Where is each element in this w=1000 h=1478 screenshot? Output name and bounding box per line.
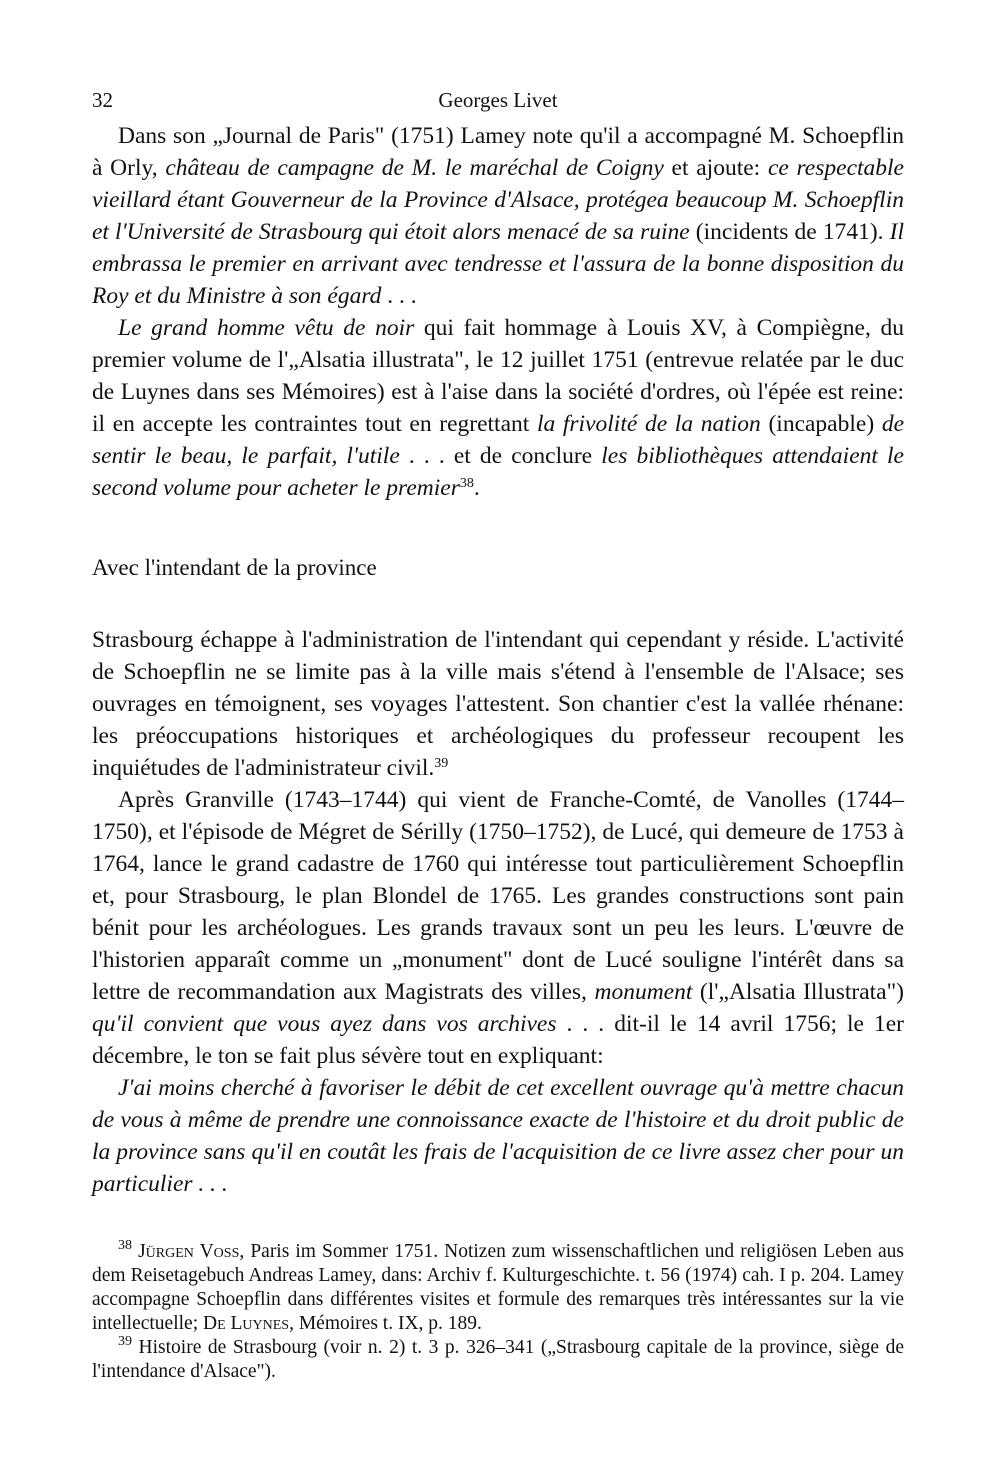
text-run: (l'„Alsatia Illustrata") [692,979,904,1005]
text-run: (incapable) [760,411,882,437]
italic-run: de sentir le beau, le parfait, l'utile [92,411,904,469]
text-run: , Paris im Sommer 1751. Notizen zum wissenschaftlichen und religiösen Leben aus dem Reisetagebuch Andreas Lamey, dans: Archiv f. Kulturgeschichte. t. 56 (1974) cah. I p. 204. Lamey accompagne Schoepflin dans différentes visites et formule des remarques très intéressantes sur la vie intellectuelle; [92,1241,904,1334]
running-title: Georges Livet [438,88,558,112]
text-run: . [473,475,480,501]
paragraph [92,624,904,784]
page-header [92,80,904,120]
footnote-39 [92,1336,904,1384]
page-number: 32 [92,88,113,112]
footnote-ref-38[interactable]: 38 [459,476,474,491]
paragraph [92,312,904,504]
body-text [92,120,904,1200]
paragraph [92,120,904,312]
italic-run: monument [594,979,693,1005]
italic-run: les bibliothèques attendaient le second volume pour acheter le premier [92,443,904,501]
text-run: et ajoute: [663,155,768,181]
paragraph [92,784,904,1072]
text-run: . . . [381,283,417,309]
footnote-ref-39[interactable]: 39 [434,756,449,771]
text-run: qui fait hommage à Louis XV, à Compiègne, du premier volume de l'„Alsatia illustrata", le 12 juillet 1751 (entrevue relatée par le duc de Luynes dans ses Mémoires) est à l'aise dans la société d'ordres, où l'épée est reine: il en accepte les contraintes tout en regrettant [92,315,904,437]
text-run: Après Granville (1743–1744) qui vient de Franche-Comté, de Vanolles (1744–1750), et l'épisode de Mégret de Sérilly (1750–1752), de Lucé, qui demeure de 1753 à 1764, lance le grand cadastre de 1760 qui intéresse tout particulièrement Schoepflin et, pour Strasbourg, le plan Blondel de 1765. Les grandes constructions sont pain bénit pour les archéologues. Les grands travaux sont un peu les leurs. L'œuvre de l'historien apparaît comme un „monument" dont de Lucé souligne l'intérêt dans sa lettre de recommandation aux Magistrats des villes, [92,787,904,1005]
footnote-number: 38 [118,1238,132,1253]
text-run: Strasbourg échappe à l'administration de l'intendant qui cependant y réside. L'activité de Schoepflin ne se limite pas à la ville mais s'étend à l'ensemble de l'Alsace; ses ouvrages en témoignent, ses voyages l'attestent. Son chantier c'est la vallée rhénane: les préoccupations historiques et archéologiques du professeur recoupent les inquiétudes de l'administrateur civil. [92,627,904,781]
italic-run: ce respectable vieillard étant Gouverneur de la Province d'Alsace, protégea beaucoup M. Schoepflin et l'Université de Strasbourg qui étoit alors menacé de sa ruine [92,155,904,245]
text-run: , Mémoires t. IX, p. 189. [289,1313,482,1334]
italic-run: la frivolité de la nation [536,411,761,437]
italic-run: château de campagne de M. le maréchal de Coigny [165,155,664,181]
footnote-author: De Luynes [203,1313,290,1334]
footnote-author: Jürgen Voss [138,1241,240,1262]
text-run: . . . dit-il le 14 avril 1756; le 1er décembre, le ton se fait plus sévère tout en expliquant: [92,1011,904,1069]
text-run: (incidents de 1741). [689,219,890,245]
section-heading: Avec l'intendant de la province [92,555,377,580]
document-page [92,80,904,1384]
footnotes [92,1240,904,1384]
footnote-38 [92,1240,904,1336]
footnote-number: 39 [118,1334,132,1349]
block-quote: J'ai moins cherché à favoriser le débit de cet excellent ouvrage qu'à mettre chacun de vous à même de prendre une connoissance exacte de l'histoire et du droit public de la province sans qu'il en coutât les frais de l'acquisition de ce livre assez cher pour un particulier . . . [92,1075,904,1197]
italic-run: Le grand homme vêtu de noir [118,315,415,341]
text-run: . . . et de conclure [399,443,602,469]
italic-run: Il embrassa le premier en arrivant avec tendresse et l'assura de la bonne disposition du Roy et du Ministre à son égard [92,219,904,309]
text-run: Histoire de Strasbourg (voir n. 2) t. 3 p. 326–341 („Strasbourg capitale de la province, siège de l'intendance d'Alsace"). [92,1337,904,1382]
text-run: Dans son „Journal de Paris" (1751) Lamey note qu'il a accompagné M. Schoepflin à Orly, [92,123,904,181]
italic-run: qu'il convient que vous ayez dans vos archives [92,1011,557,1037]
